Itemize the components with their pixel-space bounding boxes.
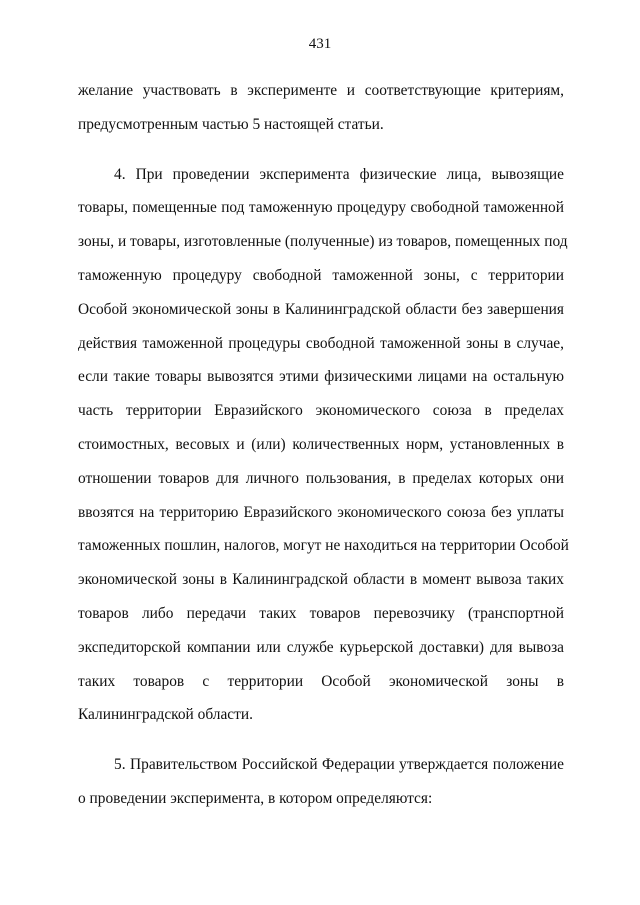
text-line: стоимостных, весовых и (или) количественных норм, установленных в <box>78 435 564 453</box>
paragraph-2 <box>78 158 569 733</box>
text-line: если такие товары вывозятся этими физическими лицами на остальную <box>78 368 564 386</box>
text-line: экономической зоны в Калининградской области в момент вывоза таких <box>78 571 564 589</box>
text-line: Особой экономической зоны в Калининградской области без завершения <box>78 300 564 318</box>
text-line: таможенных пошлин, налогов, могут не находиться на территории Особой <box>78 537 569 555</box>
text-line: предусмотренным частью 5 настоящей статьи. <box>78 115 384 133</box>
text-line: товаров либо передачи таких товаров перевозчику (транспортной <box>78 604 564 622</box>
text-line: о проведении эксперимента, в котором определяются: <box>78 789 433 807</box>
text-line: зоны, и товары, изготовленные (полученные) из товаров, помещенных под <box>78 233 568 251</box>
text-line: Калининградской области. <box>78 706 253 724</box>
text-line: таких товаров с территории Особой экономической зоны в <box>78 672 564 690</box>
paragraph-3 <box>78 748 564 816</box>
text-line: 5. Правительством Российской Федерации утверждается положение <box>114 756 564 774</box>
text-line: экспедиторской компании или службе курьерской доставки) для вывоза <box>78 638 564 656</box>
text-line: 4. При проведении эксперимента физические лица, вывозящие <box>114 165 564 183</box>
text-line: таможенную процедуру свободной таможенной зоны, с территории <box>78 266 564 284</box>
text-line: ввозятся на территорию Евразийского экономического союза без уплаты <box>78 503 564 521</box>
text-line: желание участвовать в эксперименте и соответствующие критериям, <box>78 82 564 99</box>
page-number: 431 <box>308 36 332 52</box>
text-line: отношении товаров для личного пользования, в пределах которых они <box>78 469 564 487</box>
paragraph-gap <box>78 732 564 748</box>
text-line: действия таможенной процедуры свободной таможенной зоны в случае, <box>78 334 564 352</box>
paragraph-gap <box>78 142 564 158</box>
text-line: часть территории Евразийского экономического союза в пределах <box>78 402 564 420</box>
paragraph-1 <box>78 74 564 142</box>
text-line: товары, помещенные под таможенную процедуру свободной таможенной <box>78 199 564 217</box>
document-body <box>78 74 569 816</box>
